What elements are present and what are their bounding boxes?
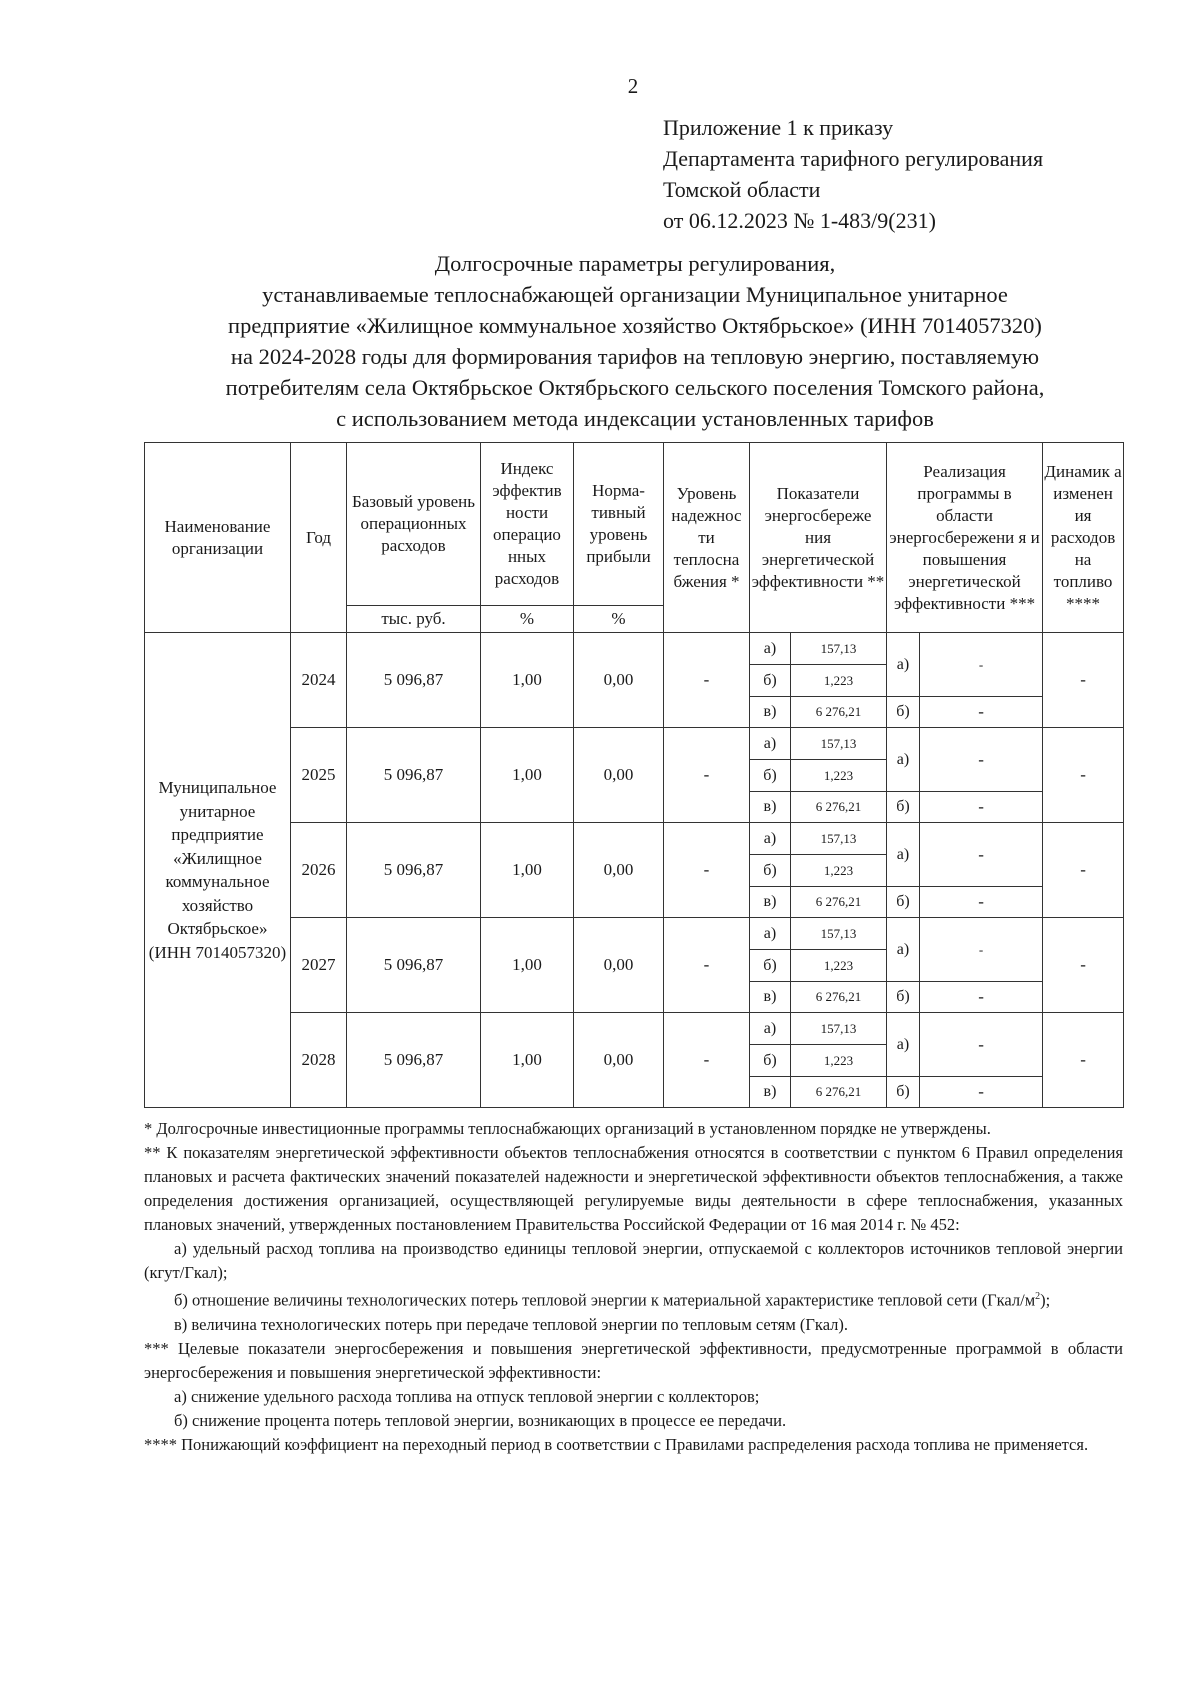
program-label: б) [887,982,920,1013]
title-line: потребителям села Октябрьское Октябрьского сельского поселения Томского района, [225,375,1045,400]
appendix-line: Департамента тарифного регулирования [663,146,1044,171]
footnote-2-item-b-text: б) отношение величины технологических потерь тепловой энергии к материальной характеристике тепловой сети (Гкал/м [174,1290,1036,1310]
title-line: Долгосрочные параметры регулирования, [434,251,836,276]
indicator-value: 157,13 [791,728,887,760]
program-label: б) [887,887,920,918]
indicator-value: 6 276,21 [791,697,887,728]
footnote-1: * Долгосрочные инвестиционные программы теплоснабжающих организаций в установленном порядке не утверждены. [144,1119,991,1138]
indicator-label: а) [750,633,791,665]
program-value: - [920,823,1043,887]
footnote-2-item-a: а) удельный расход топлива на производство единицы тепловой энергии, отпускаемой с коллекторов источников тепловой энергии (кгут/Гкал); [144,1239,1123,1282]
year-cell: 2024 [291,633,347,728]
program-value: - [920,887,1043,918]
title-line: устанавливаемые теплоснабжающей организации Муниципальное унитарное [262,282,1008,307]
indicator-value: 157,13 [791,633,887,665]
profit-level-cell: 0,00 [574,728,664,823]
year-cell: 2025 [291,728,347,823]
year-cell: 2027 [291,918,347,1013]
fuel-dynamics-cell: - [1043,1013,1124,1108]
indicator-value: 6 276,21 [791,792,887,823]
indicator-label: б) [750,1045,791,1077]
footnote-2-item-v: в) величина технологических потерь при передаче тепловой энергии по тепловым сетям (Гкал). [174,1314,849,1334]
program-value: - [920,697,1043,728]
footnote-3: *** Целевые показатели энергосбережения и повышения энергетической эффективности, предусмотренные программой в области энергосбережения и повышения энергетической эффективности: [144,1338,1123,1382]
indicator-value: 1,223 [791,1045,887,1077]
fuel-dynamics-cell: - [1043,918,1124,1013]
indicator-label: в) [750,982,791,1013]
program-label: а) [887,1013,920,1077]
program-value: - [920,1013,1043,1077]
table-body [145,633,1124,1108]
base-costs-cell: 5 096,87 [347,1013,481,1108]
unit-profit-level: % [574,606,664,633]
program-value: - [920,633,1043,697]
fuel-dynamics-cell: - [1043,633,1124,728]
program-label: б) [887,792,920,823]
reliability-cell: - [664,1013,750,1108]
footnote-4: **** Понижающий коэффициент на переходный период в соответствии с Правилами распределения расхода топлива не применяется. [144,1434,1089,1454]
profit-level-cell: 0,00 [574,918,664,1013]
profit-level-cell: 0,00 [574,1013,664,1108]
appendix-line: Томской области [663,177,821,202]
reliability-cell: - [664,728,750,823]
org-name: Муниципальное унитарное предприятие «Жилищное коммунальное хозяйство Октябрьское» (ИНН 7014057320) [145,633,291,1108]
unit-efficiency-index: % [481,606,574,633]
program-value: - [920,1077,1043,1108]
indicator-label: а) [750,918,791,950]
page-number: 2 [627,74,639,98]
program-value: - [920,918,1043,982]
regulation-parameters-table [144,442,1124,1108]
program-label: а) [887,633,920,697]
document-title [130,248,1140,434]
table-header [145,443,1124,633]
indicator-value: 6 276,21 [791,982,887,1013]
title-line: предприятие «Жилищное коммунальное хозяйство Октябрьское» (ИНН 7014057320) [228,313,1042,338]
base-costs-cell: 5 096,87 [347,633,481,728]
appendix-reference [663,112,1043,236]
footnote-3-item-b: б) снижение процента потерь тепловой энергии, возникающих в процессе ее передачи. [174,1410,787,1430]
title-line: с использованием метода индексации установленных тарифов [336,406,934,431]
unit-base-costs: тыс. руб. [347,606,481,633]
indicator-value: 157,13 [791,918,887,950]
header-base-costs: Базовый уровень операционных расходов [347,443,481,606]
program-value: - [920,728,1043,792]
year-cell: 2028 [291,1013,347,1108]
efficiency-index-cell: 1,00 [481,1013,574,1108]
indicator-label: в) [750,792,791,823]
header-org: Наименование организации [145,443,291,633]
appendix-line: Приложение 1 к приказу [663,115,894,140]
indicator-value: 157,13 [791,1013,887,1045]
header-energy-indicators: Показатели энергосбереже ния энергетической эффективности ** [750,443,887,633]
indicator-value: 1,223 [791,950,887,982]
indicator-value: 1,223 [791,760,887,792]
appendix-line: от 06.12.2023 № 1-483/9(231) [663,208,936,233]
footnotes [144,1117,1123,1457]
reliability-cell: - [664,633,750,728]
profit-level-cell: 0,00 [574,633,664,728]
footnote-2-item-b [144,1285,1123,1313]
fuel-dynamics-cell: - [1043,728,1124,823]
reliability-cell: - [664,823,750,918]
header-efficiency-index: Индекс эффектив ности операцио нных расходов [481,443,574,606]
profit-level-cell: 0,00 [574,823,664,918]
program-label: б) [887,697,920,728]
program-label: а) [887,823,920,887]
year-cell: 2026 [291,823,347,918]
indicator-label: в) [750,887,791,918]
indicator-value: 1,223 [791,855,887,887]
header-fuel-dynamics: Динамик а изменен ия расходов на топливо **** [1043,443,1124,633]
footnote-2-item-b-end: ); [1040,1290,1051,1310]
program-label: б) [887,1077,920,1108]
indicator-value: 157,13 [791,823,887,855]
indicator-label: а) [750,728,791,760]
indicator-label: б) [750,855,791,887]
program-label: а) [887,728,920,792]
indicator-label: б) [750,665,791,697]
fuel-dynamics-cell: - [1043,823,1124,918]
footnote-2: ** К показателям энергетической эффективности объектов теплоснабжения относятся в соответствии с пунктом 6 Правил определения плановых и расчета фактических значений показателей надежности и энергетической эффективности объектов теплоснабжения, а также определения достижения организацией, осуществляющей регулируемые виды деятельности в сфере теплоснабжения, указанных плановых значений, утвержденных постановлением Правительства Российской Федерации от 16 мая 2014 г. № 452: [144,1143,1123,1234]
indicator-label: б) [750,760,791,792]
header-reliability: Уровень надежнос ти теплосна бжения * [664,443,750,633]
base-costs-cell: 5 096,87 [347,728,481,823]
reliability-cell: - [664,918,750,1013]
program-value: - [920,792,1043,823]
superscript: 2 [1035,1291,1041,1302]
efficiency-index-cell: 1,00 [481,823,574,918]
header-program: Реализация программы в области энергосбережени я и повышения энергетической эффективности *** [887,443,1043,633]
indicator-label: а) [750,1013,791,1045]
title-line: на 2024-2028 годы для формирования тарифов на тепловую энергию, поставляемую [230,344,1040,369]
efficiency-index-cell: 1,00 [481,633,574,728]
footnote-3-item-a: а) снижение удельного расхода топлива на отпуск тепловой энергии с коллекторов; [174,1386,760,1406]
indicator-label: в) [750,697,791,728]
indicator-label: а) [750,823,791,855]
base-costs-cell: 5 096,87 [347,823,481,918]
base-costs-cell: 5 096,87 [347,918,481,1013]
efficiency-index-cell: 1,00 [481,918,574,1013]
indicator-label: б) [750,950,791,982]
indicator-value: 1,223 [791,665,887,697]
header-profit-level: Норма-тивный уровень прибыли [574,443,664,606]
header-year: Год [291,443,347,633]
indicator-value: 6 276,21 [791,887,887,918]
program-value: - [920,982,1043,1013]
efficiency-index-cell: 1,00 [481,728,574,823]
program-label: а) [887,918,920,982]
indicator-value: 6 276,21 [791,1077,887,1108]
indicator-label: в) [750,1077,791,1108]
